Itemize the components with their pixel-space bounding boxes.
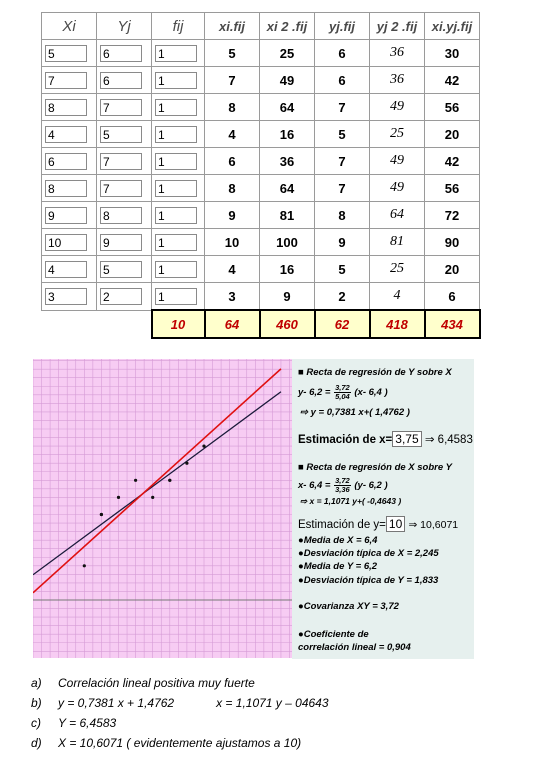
yj2-fij-cell: 49 <box>370 148 425 175</box>
table-row <box>42 202 480 229</box>
xi-cell <box>42 148 97 175</box>
empty-cell <box>97 310 152 338</box>
fij-cell <box>152 40 205 67</box>
xi-cell <box>42 67 97 94</box>
answer-text: y = 0,7381 x + 1,4762 <box>58 696 175 710</box>
estimate-y-result: ⇒ 10,6071 <box>408 519 459 531</box>
xi-input[interactable]: 4 <box>45 126 87 143</box>
table-row <box>42 256 480 283</box>
empty-cell <box>42 310 97 338</box>
fij-cell <box>152 256 205 283</box>
xi-fij-cell: 4 <box>205 256 260 283</box>
xi-input[interactable]: 5 <box>45 45 87 62</box>
estimate-y-row <box>298 516 458 532</box>
answer-letter: b) <box>31 696 42 710</box>
xi2-fij-cell: 81 <box>260 202 315 229</box>
yj-cell <box>97 121 152 148</box>
xi2-fij-cell: 16 <box>260 121 315 148</box>
fij-input[interactable]: 1 <box>155 99 197 116</box>
yj-fij-cell: 5 <box>315 121 370 148</box>
estimate-x-label: Estimación de x= <box>298 434 393 446</box>
xiyj-fij-cell: 72 <box>425 202 480 229</box>
xi2-fij-cell: 64 <box>260 175 315 202</box>
xi-input[interactable]: 10 <box>45 234 87 251</box>
data-point <box>100 513 103 516</box>
xiyj-fij-cell: 6 <box>425 283 480 311</box>
answer-item <box>31 676 329 696</box>
yx-formula-right: (x- 6,4 ) <box>354 387 388 399</box>
mean-x: ●Media de X = 6,4 <box>298 535 378 546</box>
xi-cell <box>42 283 97 311</box>
total-cell: 434 <box>425 310 480 338</box>
yj-cell <box>97 175 152 202</box>
xi-fij-cell: 10 <box>205 229 260 256</box>
yj-cell <box>97 202 152 229</box>
xiyj-fij-cell: 30 <box>425 40 480 67</box>
fij-cell <box>152 202 205 229</box>
xi2-fij-cell: 100 <box>260 229 315 256</box>
total-cell: 64 <box>205 310 260 338</box>
yj2-fij-cell: 49 <box>370 94 425 121</box>
fij-input[interactable]: 1 <box>155 72 197 89</box>
xi-input[interactable]: 6 <box>45 153 87 170</box>
table-row <box>42 67 480 94</box>
header-xi-fij: xi.fij <box>205 13 260 40</box>
yj-cell <box>97 40 152 67</box>
table-header-row <box>42 13 480 40</box>
data-point <box>202 445 205 448</box>
estimate-y-label: Estimación de y= <box>298 519 386 531</box>
corr-value: correlación lineal = 0,904 <box>298 642 411 653</box>
xi-input[interactable]: 8 <box>45 180 87 197</box>
yj2-fij-cell: 25 <box>370 121 425 148</box>
fij-input[interactable]: 1 <box>155 261 197 278</box>
estimate-x-input[interactable]: 3,75 <box>392 431 421 447</box>
xy-fraction-den: 3,36 <box>335 485 350 494</box>
xi-input[interactable]: 8 <box>45 99 87 116</box>
xiyj-fij-cell: 42 <box>425 148 480 175</box>
fij-input[interactable]: 1 <box>155 288 197 305</box>
xy-title-text: Recta de regresión de X sobre Y <box>306 462 452 473</box>
yj-fij-cell: 5 <box>315 256 370 283</box>
xiyj-fij-cell: 56 <box>425 94 480 121</box>
answer-extra: x = 1,1071 y – 04643 <box>216 696 329 710</box>
yx-formula-left: y- 6,2 = <box>298 387 331 399</box>
yj-input[interactable]: 8 <box>100 207 142 224</box>
xi-input[interactable]: 4 <box>45 261 87 278</box>
yj-input[interactable]: 7 <box>100 153 142 170</box>
sd-y: ●Desviación típica de Y = 1,833 <box>298 575 439 586</box>
answer-text: X = 10,6071 ( evidentemente ajustamos a 10) <box>58 736 302 750</box>
yj-input[interactable]: 5 <box>100 126 142 143</box>
yj-cell <box>97 229 152 256</box>
totals-row <box>42 310 480 338</box>
yx-fraction-num: 3,72 <box>335 383 350 392</box>
table-row <box>42 148 480 175</box>
yj-fij-cell: 6 <box>315 40 370 67</box>
xiyj-fij-cell: 42 <box>425 67 480 94</box>
fij-cell <box>152 229 205 256</box>
header-yj2-fij: yj 2 .fij <box>370 13 425 40</box>
yj-fij-cell: 6 <box>315 67 370 94</box>
answer-text: Y = 6,4583 <box>58 716 117 730</box>
yj-fij-cell: 2 <box>315 283 370 311</box>
answer-item <box>31 696 329 716</box>
xi-fij-cell: 5 <box>205 40 260 67</box>
frequency-table <box>41 12 481 339</box>
xi-cell <box>42 121 97 148</box>
header-fij: fij <box>152 13 205 40</box>
answer-text: Correlación lineal positiva muy fuerte <box>58 676 255 690</box>
xi2-fij-cell: 36 <box>260 148 315 175</box>
header-xi: Xi <box>42 13 97 40</box>
header-xi-yj-fij: xi.yj.fij <box>425 13 480 40</box>
xi-cell <box>42 256 97 283</box>
data-point <box>117 496 120 499</box>
xi-fij-cell: 8 <box>205 94 260 121</box>
answer-letter: a) <box>31 676 42 690</box>
yx-title-text: Recta de regresión de Y sobre X <box>306 367 452 378</box>
xi2-fij-cell: 16 <box>260 256 315 283</box>
yj-input[interactable]: 6 <box>100 72 142 89</box>
fij-cell <box>152 121 205 148</box>
fij-cell <box>152 283 205 311</box>
fij-cell <box>152 175 205 202</box>
total-cell: 62 <box>315 310 370 338</box>
mean-y: ●Media de Y = 6,2 <box>298 561 378 572</box>
fij-input[interactable]: 1 <box>155 207 197 224</box>
yj2-fij-cell: 4 <box>370 283 425 311</box>
yj-fij-cell: 9 <box>315 229 370 256</box>
xi2-fij-cell: 25 <box>260 40 315 67</box>
panel-line-xy-title: ■ Recta de regresión de X sobre Y <box>298 462 452 473</box>
xi-input[interactable]: 3 <box>45 288 87 305</box>
yj-fij-cell: 7 <box>315 94 370 121</box>
table-row <box>42 175 480 202</box>
answer-item <box>31 736 329 756</box>
corr-label: ●Coeficiente de <box>298 629 369 640</box>
xi-fij-cell: 7 <box>205 67 260 94</box>
yj2-fij-cell: 81 <box>370 229 425 256</box>
data-point <box>185 462 188 465</box>
header-yj-fij: yj.fij <box>315 13 370 40</box>
yj-cell <box>97 256 152 283</box>
yj-input[interactable]: 9 <box>100 234 142 251</box>
panel-line-yx-title: ■ Recta de regresión de Y sobre X <box>298 367 452 378</box>
xi-fij-cell: 6 <box>205 148 260 175</box>
fij-input[interactable]: 1 <box>155 153 197 170</box>
total-cell: 10 <box>152 310 205 338</box>
covariance: ●Covarianza XY = 3,72 <box>298 601 399 612</box>
chart-background <box>33 359 292 658</box>
header-yj: Yj <box>97 13 152 40</box>
regression-panel <box>292 359 474 659</box>
xi-fij-cell: 9 <box>205 202 260 229</box>
xy-fraction-num: 3,72 <box>335 476 350 485</box>
xi-cell <box>42 40 97 67</box>
fij-input[interactable]: 1 <box>155 234 197 251</box>
yj2-fij-cell: 36 <box>370 40 425 67</box>
answers-list <box>31 676 329 756</box>
yj-cell <box>97 148 152 175</box>
yj-input[interactable]: 5 <box>100 261 142 278</box>
yj2-fij-cell: 25 <box>370 256 425 283</box>
table-row <box>42 229 480 256</box>
data-point <box>83 564 86 567</box>
yj-cell <box>97 283 152 311</box>
table-row <box>42 40 480 67</box>
xi-cell <box>42 94 97 121</box>
xi-fij-cell: 4 <box>205 121 260 148</box>
table-row <box>42 121 480 148</box>
xiyj-fij-cell: 90 <box>425 229 480 256</box>
xiyj-fij-cell: 20 <box>425 121 480 148</box>
answer-letter: d) <box>31 736 42 750</box>
data-point <box>168 479 171 482</box>
xy-formula-left: x- 6,4 = <box>298 480 331 492</box>
xy-formula-right: (y- 6,2 ) <box>354 480 388 492</box>
estimate-x-result: ⇒ 6,4583 <box>424 434 473 446</box>
yj-cell <box>97 94 152 121</box>
yj-input[interactable]: 7 <box>100 180 142 197</box>
data-point <box>134 479 137 482</box>
answer-item <box>31 716 329 736</box>
total-cell: 460 <box>260 310 315 338</box>
xy-equation: ⇨ x = 1,1071 y+( -0,4643 ) <box>300 496 402 506</box>
panel-line-yx-formula <box>298 384 388 401</box>
yj-fij-cell: 7 <box>315 148 370 175</box>
xy-fraction <box>334 477 351 494</box>
panel-line-xy-formula <box>298 477 388 494</box>
header-xi2-fij: xi 2 .fij <box>260 13 315 40</box>
yj-fij-cell: 7 <box>315 175 370 202</box>
yx-fraction-den: 5,04 <box>335 392 350 401</box>
yj-fij-cell: 8 <box>315 202 370 229</box>
fij-input[interactable]: 1 <box>155 180 197 197</box>
yx-equation: ⇨ y = 0,7381 x+( 1,4762 ) <box>300 407 410 418</box>
xi-cell <box>42 202 97 229</box>
answer-letter: c) <box>31 716 41 730</box>
yj2-fij-cell: 36 <box>370 67 425 94</box>
data-point <box>151 496 154 499</box>
total-cell: 418 <box>370 310 425 338</box>
yj-cell <box>97 67 152 94</box>
xi2-fij-cell: 49 <box>260 67 315 94</box>
yj-input[interactable]: 6 <box>100 45 142 62</box>
xi-fij-cell: 8 <box>205 175 260 202</box>
estimate-x-row <box>298 431 473 447</box>
sd-x: ●Desviación típica de X = 2,245 <box>298 548 439 559</box>
fij-cell <box>152 148 205 175</box>
fij-cell <box>152 94 205 121</box>
yj2-fij-cell: 49 <box>370 175 425 202</box>
fij-input[interactable]: 1 <box>155 45 197 62</box>
fij-cell <box>152 67 205 94</box>
xi-input[interactable]: 9 <box>45 207 87 224</box>
table-row <box>42 94 480 121</box>
xi2-fij-cell: 9 <box>260 283 315 311</box>
xi-input[interactable]: 7 <box>45 72 87 89</box>
yj2-fij-cell: 64 <box>370 202 425 229</box>
xiyj-fij-cell: 56 <box>425 175 480 202</box>
xi-cell <box>42 175 97 202</box>
xi2-fij-cell: 64 <box>260 94 315 121</box>
estimate-y-input[interactable]: 10 <box>386 516 405 532</box>
table-row <box>42 283 480 311</box>
xi-cell <box>42 229 97 256</box>
yj-input[interactable]: 7 <box>100 99 142 116</box>
fij-input[interactable]: 1 <box>155 126 197 143</box>
regression-chart <box>33 359 292 658</box>
xiyj-fij-cell: 20 <box>425 256 480 283</box>
yx-fraction <box>334 384 351 401</box>
yj-input[interactable]: 2 <box>100 288 142 305</box>
xi-fij-cell: 3 <box>205 283 260 311</box>
